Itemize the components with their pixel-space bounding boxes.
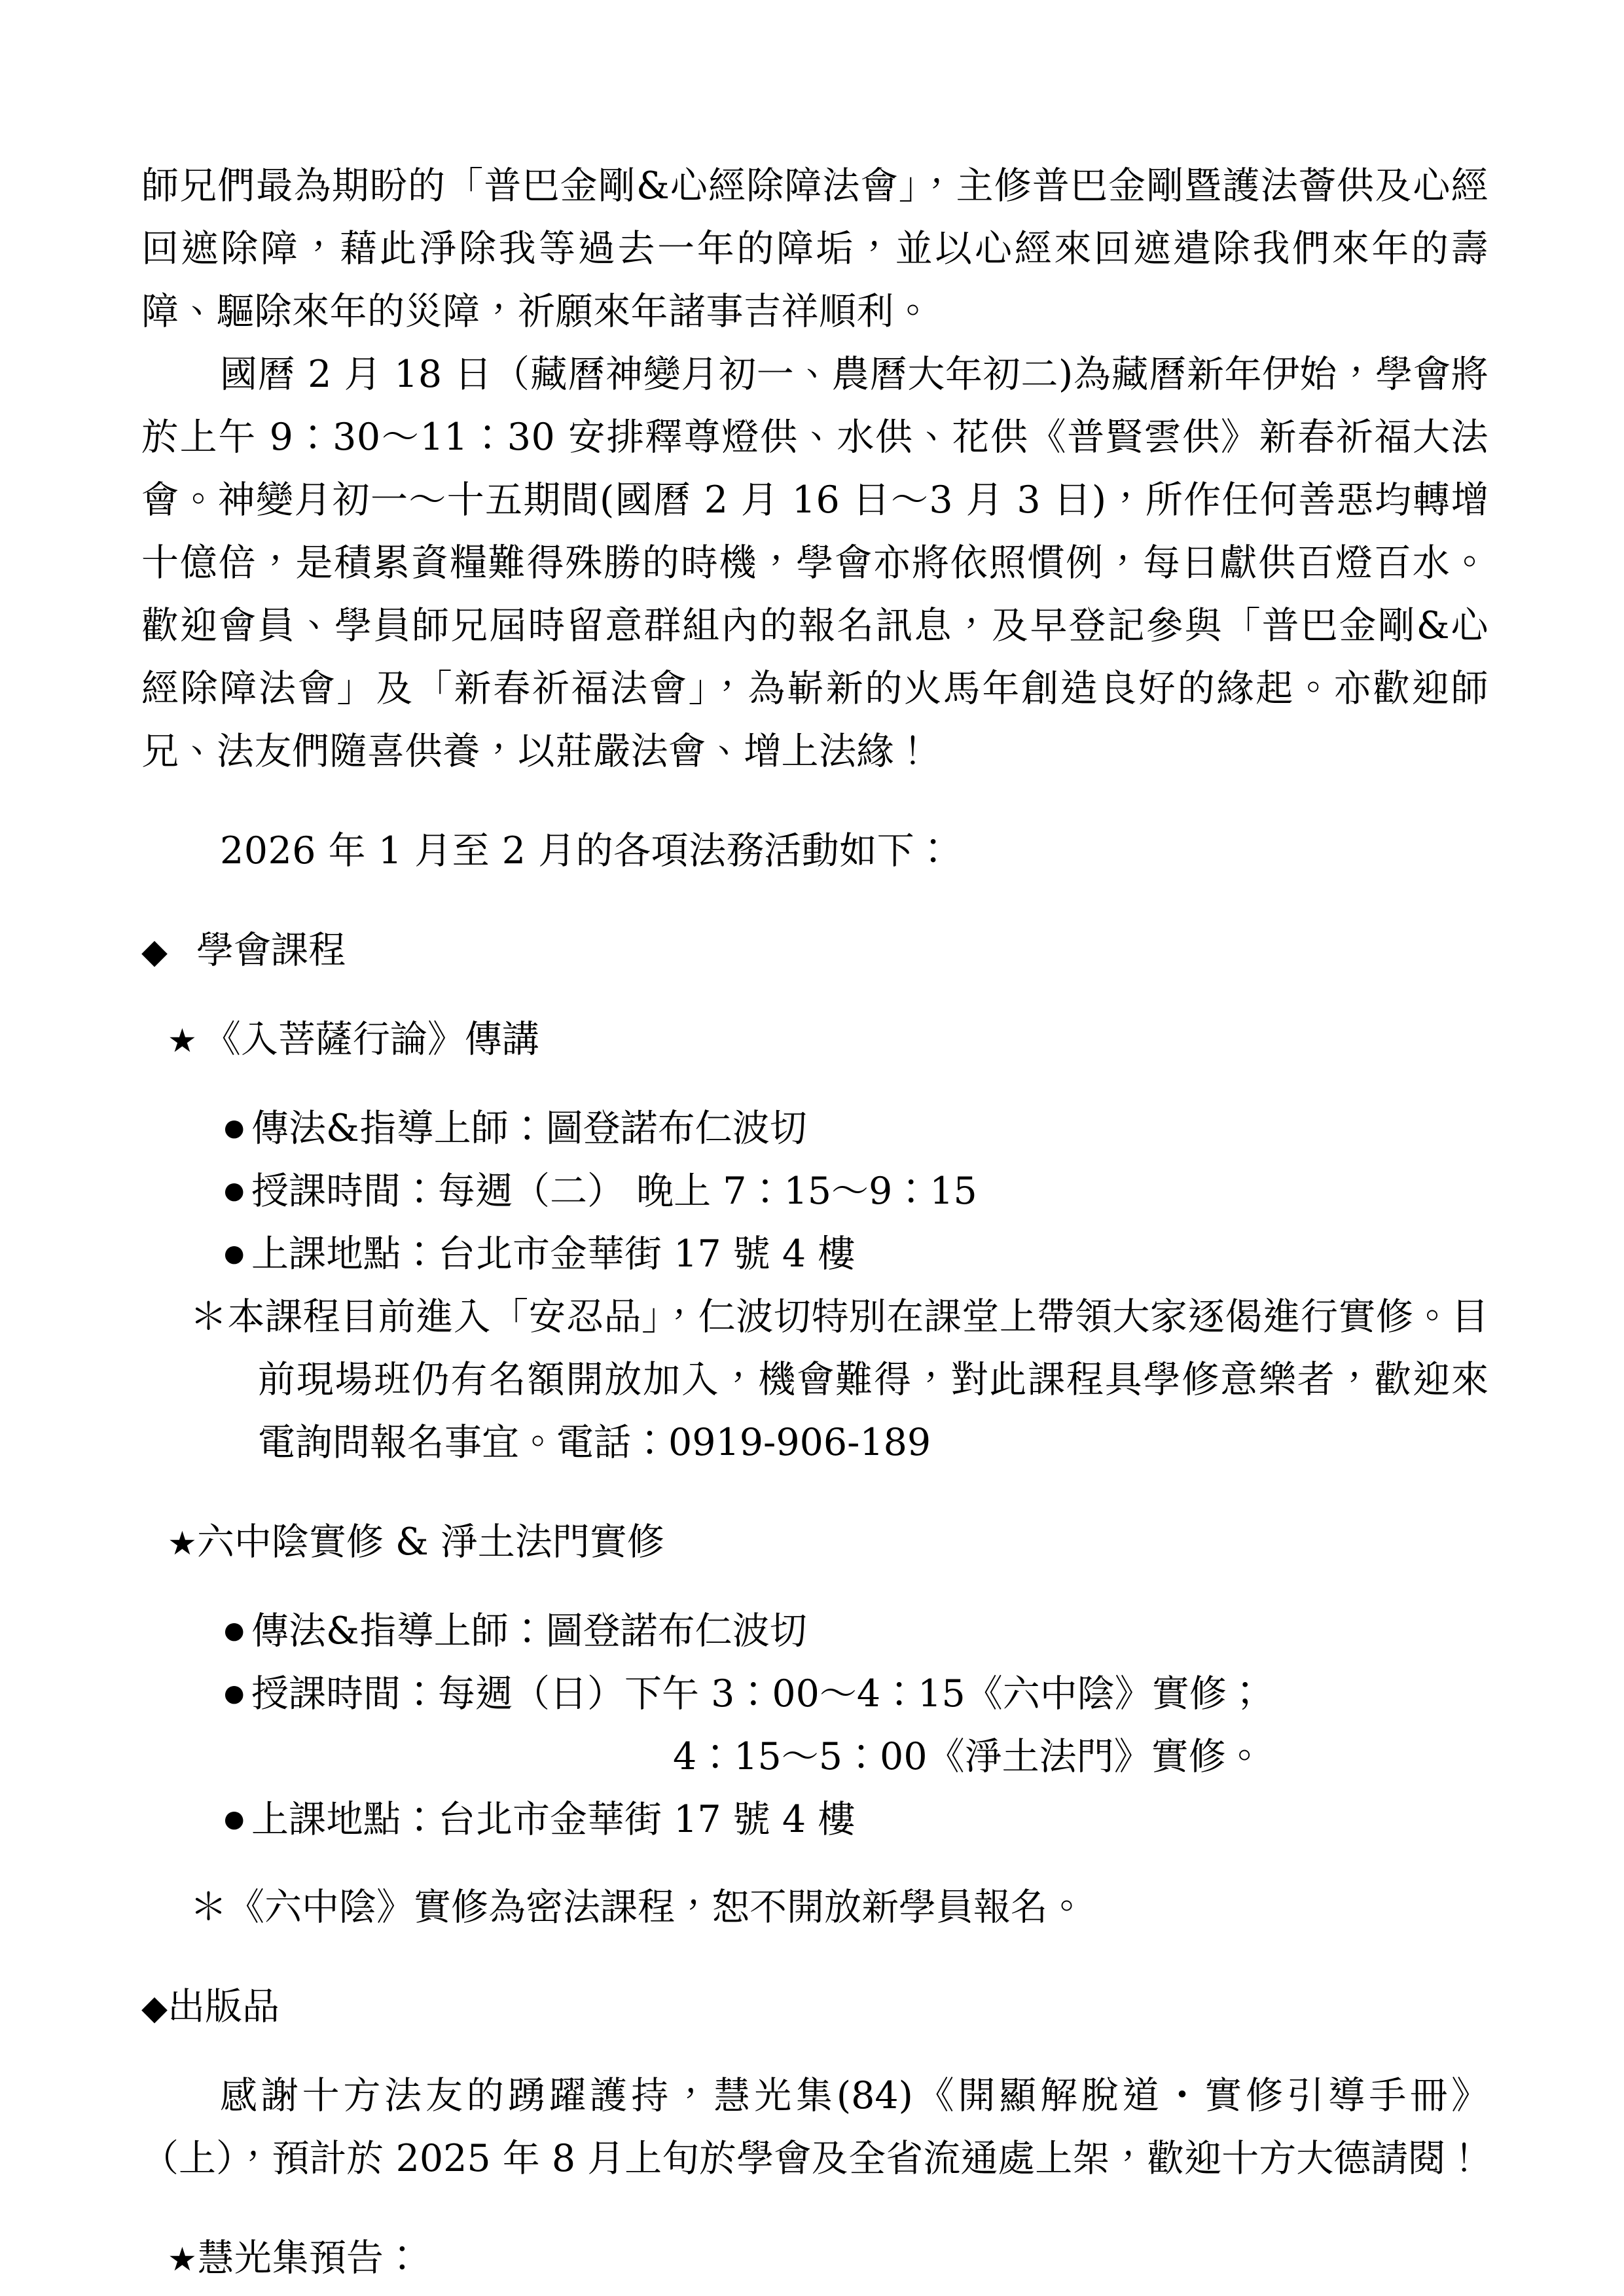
list-item xyxy=(224,1097,1489,1160)
spacer xyxy=(141,2039,1489,2064)
asterisk-icon: ＊ xyxy=(190,1886,227,1929)
spacer xyxy=(141,783,1489,819)
course-heading-bardo-pureland xyxy=(168,1511,1489,1575)
star-bullet-icon: ★ xyxy=(168,2240,197,2278)
course-heading-label: 《入菩薩行論》傳講 xyxy=(203,1018,539,1061)
paragraph-intro: 師兄們最為期盼的「普巴金剛&心經除障法會」，主修普巴金剛暨護法薈供及心經回遮除障，藉此淨除我等過去一年的障垢，並以心經來回遮遣除我們來年的壽障、驅除來年的災障，祈願來年諸事吉祥順利。 xyxy=(141,164,1489,333)
asterisk-icon: ＊ xyxy=(190,1295,227,1338)
list-item-label: 上課地點：台北市金華街 17 號 4 樓 xyxy=(251,1798,856,1841)
course-note-label: 本課程目前進入「安忍品」，仁波切特別在課堂上帶領大家逐偈進行實修。目前現場班仍有名額開放加入，機會難得，對此課程具學修意樂者，歡迎來電詢問報名事宜。電話：0919-906-189 xyxy=(227,1295,1489,1464)
course-heading-bodhicaryavatara xyxy=(168,1008,1489,1072)
paragraph-new-year: 國曆 2 月 18 日（藏曆神變月初一、農曆大年初二)為藏曆新年伊始，學會將於上午 9：30～11：30 安排釋尊燈供、水供、花供《普賢雲供》新春祈福大法會。神變月初一～十五期間(國曆 2 月 16 日～3 月 3 日)，所作任何善惡均轉增十億倍，是積累資糧難得殊勝的時機，學會亦將依照慣例，每日獻供百燈百水。歡迎會員、學員師兄屆時留意群組內的報名訊息，及早登記參與「普巴金剛&心經除障法會」及「新春祈福法會」，為嶄新的火馬年創造良好的緣起。亦歡迎師兄、法友們隨喜供養，以莊嚴法會、增上法緣！ xyxy=(141,353,1489,773)
star-bullet-icon: ★ xyxy=(168,1524,197,1562)
list-item-label: 授課時間：每週（日）下午 3：00～4：15《六中陰》實修； xyxy=(251,1672,1264,1715)
spacer xyxy=(141,1072,1489,1097)
list-item xyxy=(224,1223,1489,1285)
subheading-label: 慧光集預告： xyxy=(196,2236,421,2280)
spacer xyxy=(141,1474,1489,1511)
spacer xyxy=(141,882,1489,919)
round-bullet-icon: ● xyxy=(224,1806,245,1833)
round-bullet-icon: ● xyxy=(224,1177,245,1204)
list-item-label: 傳法&指導上師：圖登諾布仁波切 xyxy=(251,1107,807,1150)
list-item-second-line: 4：15～5：00《淨土法門》實修。 xyxy=(673,1735,1263,1778)
list-item xyxy=(224,1160,1489,1223)
list-item-label: 上課地點：台北市金華街 17 號 4 樓 xyxy=(251,1232,856,1276)
spacer xyxy=(141,2190,1489,2227)
section-heading-label: 出版品 xyxy=(168,1985,280,2028)
star-bullet-icon: ★ xyxy=(168,1022,197,1060)
course-note-bardo xyxy=(190,1876,1489,1939)
paragraph-schedule-lead: 2026 年 1 月至 2 月的各項法務活動如下： xyxy=(220,829,952,872)
section-heading-courses xyxy=(141,919,1489,983)
round-bullet-icon: ● xyxy=(224,1617,245,1644)
section-heading-publications xyxy=(141,1975,1489,2039)
spacer xyxy=(141,1939,1489,1975)
document-content xyxy=(141,154,1489,2291)
course-heading-label: 六中陰實修 & 淨土法門實修 xyxy=(196,1520,664,1564)
diamond-bullet-icon: ◆ xyxy=(141,1988,168,2028)
course-details-list xyxy=(141,1097,1489,1285)
course-note-bodhicaryavatara xyxy=(190,1285,1489,1474)
round-bullet-icon: ● xyxy=(224,1240,245,1267)
list-item xyxy=(224,1788,1489,1851)
list-item xyxy=(224,1662,1489,1788)
list-item xyxy=(224,1600,1489,1662)
paragraph-publication-body: 感謝十方法友的踴躍護持，慧光集(84)《開顯解脫道・實修引導手冊》（上），預計於 2025 年 8 月上旬於學會及全省流通處上架，歡迎十方大德請閱！ xyxy=(141,2074,1489,2180)
spacer xyxy=(141,1851,1489,1876)
list-item-label: 授課時間：每週（二） 晚上 7：15～9：15 xyxy=(251,1170,977,1213)
course-details-list xyxy=(141,1600,1489,1851)
round-bullet-icon: ● xyxy=(224,1115,245,1141)
spacer xyxy=(141,983,1489,1008)
round-bullet-icon: ● xyxy=(224,1680,245,1707)
section-heading-label: 學會課程 xyxy=(196,929,346,972)
list-item-label: 傳法&指導上師：圖登諾布仁波切 xyxy=(251,1609,807,1653)
spacer xyxy=(141,1575,1489,1600)
course-note-label: 《六中陰》實修為密法課程，恕不開放新學員報名。 xyxy=(227,1886,1085,1929)
diamond-bullet-icon: ◆ xyxy=(141,932,168,971)
subheading-publication-preview xyxy=(168,2227,1489,2291)
